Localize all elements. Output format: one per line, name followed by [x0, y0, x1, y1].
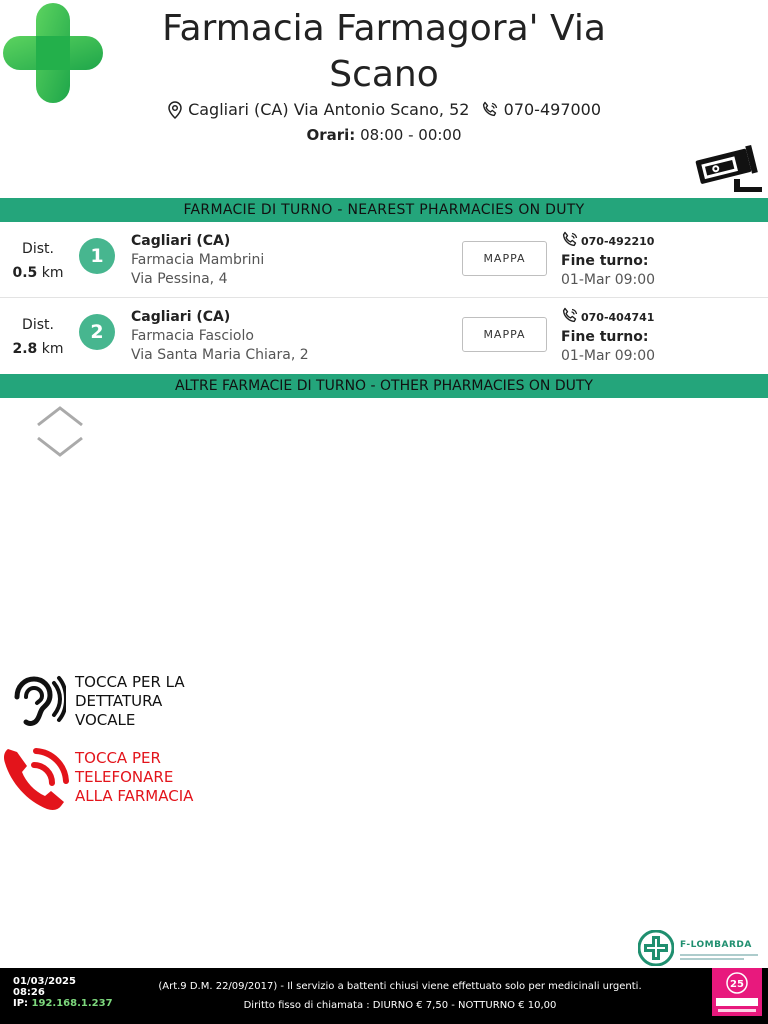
pharmacy-city: Cagliari (CA) — [131, 309, 231, 325]
phone-icon — [481, 101, 499, 119]
map-pin-icon — [167, 101, 183, 119]
rank-badge: 2 — [79, 314, 115, 350]
voice-line-2: DETTATURA — [75, 692, 163, 710]
f-lombarda-logo — [638, 930, 760, 966]
distance-value: 2.8 — [12, 341, 38, 357]
voice-line-1: TOCCA PER LA — [75, 673, 185, 691]
svg-text:25: 25 — [730, 979, 744, 990]
f-lombarda-tagline-lines — [680, 954, 760, 962]
pharmacy-info — [131, 307, 309, 365]
footer-call-fee: Diritto fisso di chiamata : DIURNO € 7,50 - NOTTURNO € 10,00 — [243, 1000, 557, 1011]
pharmacy-info — [131, 231, 264, 289]
pharmacy-row — [0, 222, 768, 298]
footer-ip-value: 192.168.1.237 — [31, 998, 113, 1009]
ear-icon — [8, 675, 66, 729]
end-shift-label: Fine turno: — [561, 329, 649, 345]
chevron-down-icon[interactable] — [36, 436, 84, 458]
other-pharmacies-bar: ALTRE FARMACIE DI TURNO - OTHER PHARMACIES ON DUTY — [0, 374, 768, 398]
distance-value: 0.5 — [12, 265, 38, 281]
end-shift-label: Fine turno: — [561, 253, 649, 269]
title-line-1: Farmacia Farmagora' Via — [162, 8, 606, 49]
call-line-1: TOCCA PER — [75, 749, 161, 767]
voice-line-3: VOCALE — [75, 711, 136, 729]
pharmacy-street: Via Santa Maria Chiara, 2 — [131, 347, 309, 363]
pharmacy-city: Cagliari (CA) — [131, 233, 231, 249]
footer — [0, 968, 768, 1024]
pharmacy-address — [0, 99, 768, 121]
voice-dictation-label — [75, 673, 235, 730]
phone-icon — [561, 307, 579, 325]
green-cross-icon — [3, 3, 103, 103]
call-line-2: TELEFONARE — [75, 768, 174, 786]
pharmacy-phone-text: 070-404741 — [581, 311, 655, 324]
call-line-3: ALLA FARMACIA — [75, 787, 194, 805]
distance — [8, 313, 68, 361]
footer-notice — [110, 977, 690, 1015]
footer-date: 01/03/2025 — [13, 976, 76, 987]
header-phone-text: 070-497000 — [503, 100, 602, 119]
end-shift-value: 01-Mar 09:00 — [561, 272, 656, 288]
pharmacy-phone[interactable] — [561, 307, 655, 328]
pharmacy-contact — [561, 231, 655, 290]
security-camera-icon — [694, 143, 764, 193]
end-shift-value: 01-Mar 09:00 — [561, 348, 656, 364]
opening-hours — [0, 125, 768, 145]
distance-unit: km — [41, 265, 64, 281]
map-button[interactable]: MAPPA — [462, 241, 547, 276]
pharmacy-street: Via Pessina, 4 — [131, 271, 228, 287]
chevron-up-icon[interactable] — [36, 405, 84, 427]
rank-badge: 1 — [79, 238, 115, 274]
footer-status — [13, 976, 113, 1009]
pharmacy-name: Farmacia Fasciolo — [131, 328, 254, 344]
footer-legal-notice: (Art.9 D.M. 22/09/2017) - Il servizio a battenti chiusi viene effettuato solo per medicinali urgenti. — [158, 981, 642, 992]
hours-label: Orari: — [306, 126, 356, 144]
map-button[interactable]: MAPPA — [462, 317, 547, 352]
call-pharmacy-label — [75, 749, 235, 806]
phone-icon — [561, 231, 579, 249]
nearest-pharmacies-bar: FARMACIE DI TURNO - NEAREST PHARMACIES ON DUTY — [0, 198, 768, 222]
pharmacy-phone[interactable] — [561, 231, 655, 252]
footer-time: 08:26 — [13, 987, 45, 998]
f-lombarda-cross-icon — [638, 930, 674, 966]
phone-call-icon — [2, 745, 72, 813]
pharmacy-name: Farmacia Mambrini — [131, 252, 265, 268]
distance-label: Dist. — [22, 241, 54, 257]
pharmacy-phone-text: 070-492210 — [581, 235, 655, 248]
pharmacy-row — [0, 298, 768, 374]
address-text: Cagliari (CA) Via Antonio Scano, 52 — [188, 100, 470, 119]
distance-label: Dist. — [22, 317, 54, 333]
header-phone[interactable] — [481, 100, 601, 119]
hours-value: 08:00 - 00:00 — [360, 126, 462, 144]
page-title — [120, 6, 648, 98]
farmasi-logo-icon — [712, 968, 762, 1016]
f-lombarda-name: F-LOMBARDA — [680, 940, 752, 950]
pharmacy-contact — [561, 307, 655, 366]
footer-ip-label: IP: — [13, 998, 29, 1009]
title-line-2: Scano — [329, 54, 439, 95]
distance — [8, 237, 68, 285]
distance-unit: km — [41, 341, 64, 357]
